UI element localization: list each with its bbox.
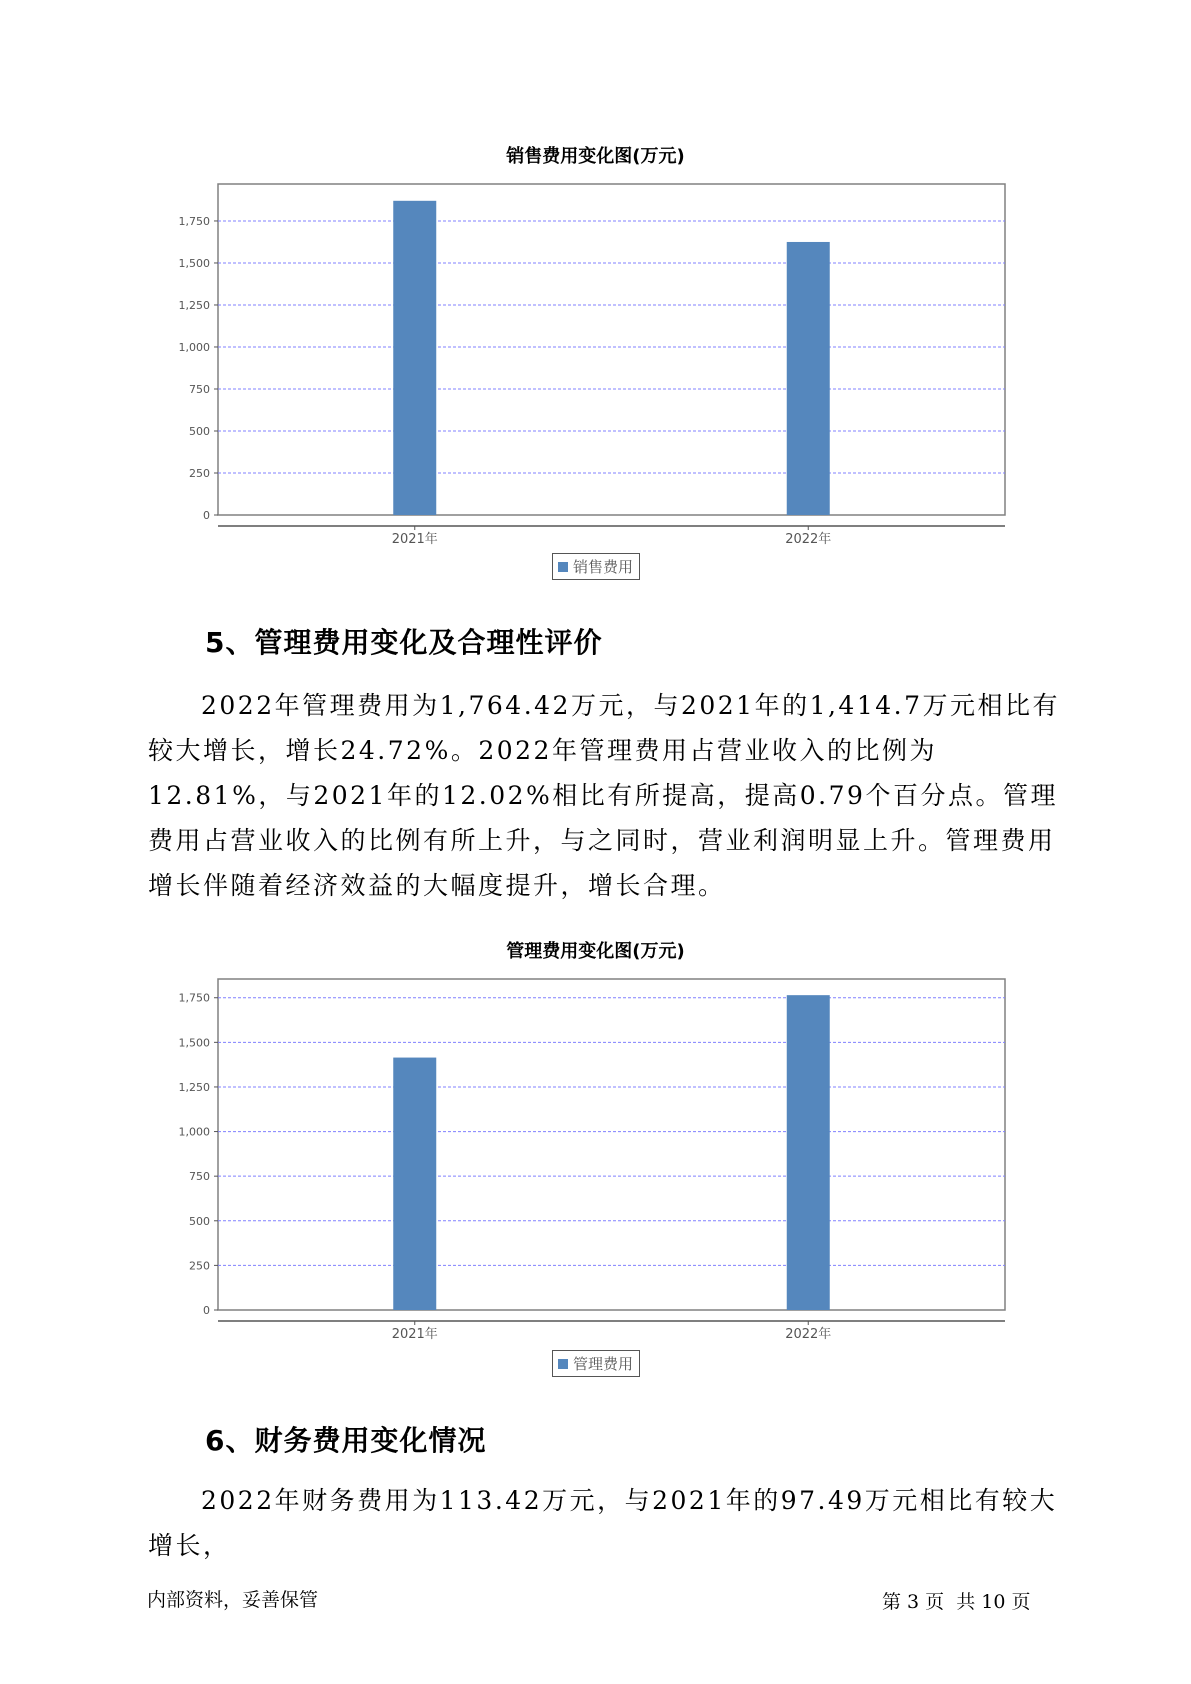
- y-tick-label: 1,750: [178, 214, 210, 228]
- plot-frame: [218, 184, 1005, 515]
- footer-page-number: 第 3 页 共 10 页: [882, 1591, 1031, 1613]
- bar-2021年: [393, 201, 436, 515]
- chart1-legend-label: 销售费用: [573, 558, 634, 576]
- x-tick-label: 2021年: [391, 532, 438, 545]
- chart1-sales-expense: [160, 180, 1020, 545]
- section5-paragraph: 2022年管理费用为1,764.42万元，与2021年的1,414.7万元相比有较大增长，增长24.72%。2022年管理费用占营业收入的比例为12.81%，与2021年的12.02%相比有所提高，提高0.79个百分点。管理费用占营业收入的比例有所上升，与之同时，营业利润明显上升。管理费用增长伴随着经济效益的大幅度提升，增长合理。: [148, 691, 1060, 900]
- legend-swatch-icon: [558, 562, 568, 572]
- plot-frame: [218, 979, 1005, 1310]
- y-tick-label: 1,750: [178, 991, 210, 1005]
- y-tick-label: 1,000: [178, 1125, 210, 1139]
- x-tick-label: 2022年: [785, 532, 832, 545]
- y-tick-label: 750: [189, 1170, 210, 1184]
- legend-swatch-icon: [558, 1359, 568, 1369]
- bar-2021年: [393, 1058, 436, 1310]
- x-tick-label: 2021年: [391, 1327, 438, 1340]
- y-tick-label: 0: [203, 1304, 210, 1317]
- y-tick-label: 1,250: [178, 1080, 210, 1094]
- y-tick-label: 250: [189, 1259, 210, 1273]
- chart2-admin-expense: [160, 975, 1020, 1340]
- y-tick-label: 250: [189, 466, 210, 480]
- y-tick-label: 500: [189, 1214, 210, 1228]
- chart1-title: 销售费用变化图(万元): [506, 146, 685, 167]
- y-tick-label: 1,250: [178, 298, 210, 312]
- y-tick-label: 500: [189, 424, 210, 438]
- y-tick-label: 1,000: [178, 340, 210, 354]
- y-tick-label: 750: [189, 382, 210, 396]
- chart2-legend-label: 管理费用: [573, 1355, 634, 1373]
- x-tick-label: 2022年: [785, 1327, 832, 1340]
- section5-heading: 5、管理费用变化及合理性评价: [205, 626, 603, 659]
- bar-2022年: [787, 242, 830, 515]
- y-tick-label: 1,500: [178, 1036, 210, 1050]
- footer-confidential-note: 内部资料，妥善保管: [147, 1589, 319, 1611]
- y-tick-label: 0: [203, 509, 210, 522]
- chart1-legend: [552, 553, 640, 580]
- y-tick-label: 1,500: [178, 256, 210, 270]
- chart2-legend: [552, 1350, 640, 1377]
- bar-2022年: [787, 995, 830, 1310]
- section6-heading: 6、财务费用变化情况: [205, 1424, 487, 1457]
- section6-paragraph: 2022年财务费用为113.42万元，与2021年的97.49万元相比有较大增长，: [148, 1486, 1058, 1560]
- chart2-title: 管理费用变化图(万元): [506, 941, 685, 962]
